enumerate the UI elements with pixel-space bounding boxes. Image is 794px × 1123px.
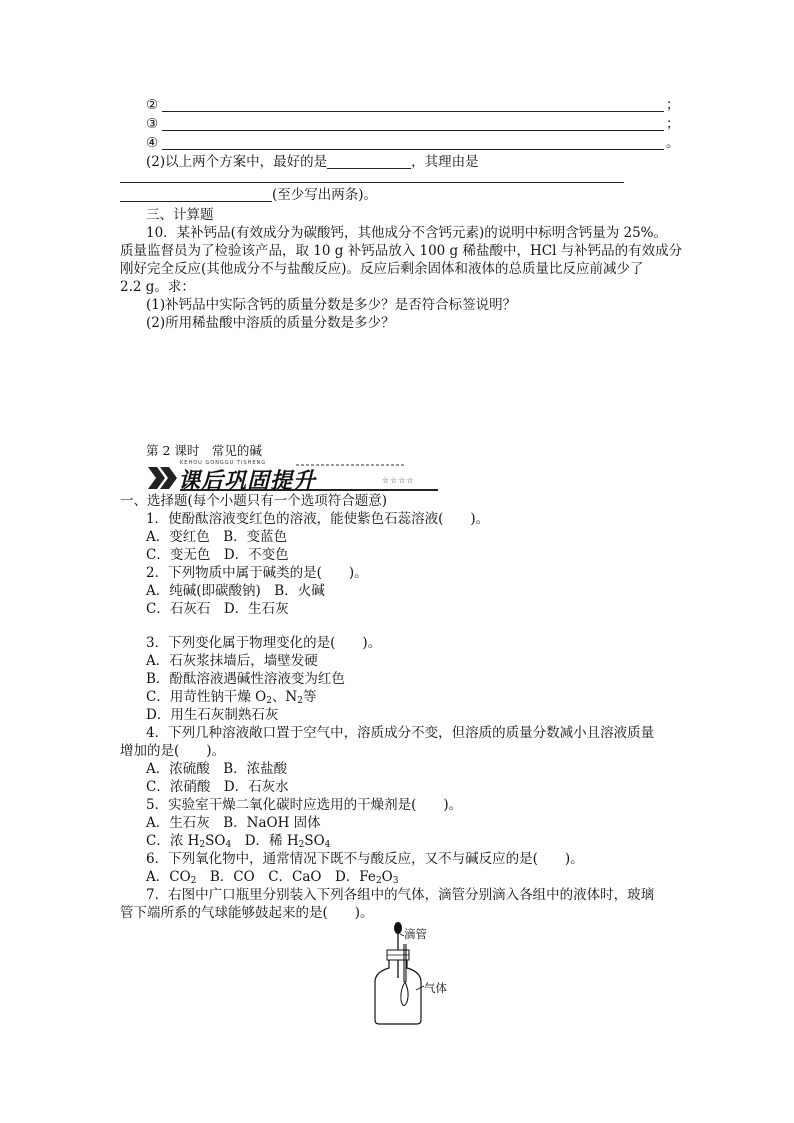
q2-options-cd: C．石灰石 D．生石灰 <box>146 601 289 617</box>
q5-c-sub1: 2 <box>199 840 206 850</box>
q3-c-sub2: 2 <box>297 696 303 706</box>
q5-d-pre: D．稀 H <box>231 833 299 849</box>
q3-c-mid: 、N <box>271 689 298 705</box>
calc-heading: 三、计算题 <box>146 207 214 223</box>
label-dropper: 滴管 <box>404 927 427 941</box>
q5-d-sub2: 4 <box>324 840 331 850</box>
q7-stem-2: 管下端所系的气球能够鼓起来的是( )。 <box>120 905 374 921</box>
q3-option-d: D．用生石灰制熟石灰 <box>146 707 279 723</box>
q6-d-sub1: 2 <box>375 876 382 886</box>
q5-c-sub2: 4 <box>225 840 232 850</box>
q4-options-ab: A．浓硫酸 B．浓盐酸 <box>146 761 288 777</box>
q10-line-1: 10．某补钙品(有效成分为碳酸钙，其他成分不含钙元素)的说明中标明含钙量为 25%。 <box>146 225 668 241</box>
banner-pinyin: KEHOU GONGGU TISHENG <box>180 460 267 466</box>
q6-d-mid: O <box>381 869 393 885</box>
label-gas: 气体 <box>424 981 447 995</box>
q4-options-cd: C．浓硝酸 D．石灰水 <box>146 779 289 795</box>
q7-stem-1: 7．右图中广口瓶里分别装入下列各组中的气体，滴管分别滴入各组中的液体时，玻璃 <box>146 887 655 903</box>
apparatus-figure <box>360 920 470 1030</box>
q3-stem: 3．下列变化属于物理变化的是( )。 <box>146 635 382 651</box>
item-2-end: ； <box>666 97 680 113</box>
q2-suffix: (至少写出两条)。 <box>272 187 378 203</box>
q4-stem-1: 4．下列几种溶液敞口置于空气中，溶质成分不变，但溶质的质量分数减小且溶液质量 <box>146 725 655 741</box>
banner-stars: ☆☆☆☆ <box>382 476 415 485</box>
q3-c-text: C．用苛性钠干燥 O <box>146 689 267 705</box>
reason-line-2[interactable] <box>120 201 272 202</box>
q6-a: A．CO <box>146 869 191 885</box>
best-plan-blank[interactable] <box>327 154 411 169</box>
q2-options-ab: A．纯碱(即碳酸钠) B．火碱 <box>146 583 325 599</box>
q6-bc: B．CO C．CaO D．Fe <box>196 869 376 885</box>
section-banner <box>146 458 440 492</box>
q6-a-sub: 2 <box>190 876 197 886</box>
answer-line-4[interactable] <box>162 149 664 150</box>
q5-options-ab: A．生石灰 B．NaOH 固体 <box>146 815 321 831</box>
answer-line-2[interactable] <box>162 111 664 112</box>
q5-d-sub1: 2 <box>298 840 305 850</box>
q10-line-2: 质量监督员为了检验该产品，取 10 g 补钙品放入 100 g 稀盐酸中，HCl 与补钙品的有效成分 <box>120 243 683 259</box>
choice-heading: 一、选择题(每个小题只有一个选项符合题意) <box>120 493 388 509</box>
item-4-marker: ④ <box>146 135 159 151</box>
answer-line-3[interactable] <box>162 130 664 131</box>
q3-option-a: A．石灰浆抹墙后，墙壁发硬 <box>146 653 318 669</box>
q6-stem: 6．下列氧化物中，通常情况下既不与酸反应，又不与碱反应的是( )。 <box>146 851 584 867</box>
lesson-title: 第 2 课时 常见的碱 <box>146 443 262 458</box>
q5-c-mid: SO <box>205 833 226 849</box>
q1-options-cd: C．变无色 D．不变色 <box>146 547 289 563</box>
q3-option-b: B．酚酞溶液遇碱性溶液变为红色 <box>146 671 345 687</box>
q10-line-4: 2.2 g。求： <box>120 279 195 295</box>
item-3-marker: ③ <box>146 116 159 132</box>
double-chevron-icon <box>148 467 177 489</box>
q1-stem: 1．使酚酞溶液变红色的溶液，能使紫色石蕊溶液( )。 <box>146 511 490 527</box>
q6-options <box>146 868 398 886</box>
q1-options-ab: A．变红色 B．变蓝色 <box>146 529 288 545</box>
q10-line-3: 刚好完全反应(其他成分不与盐酸反应)。反应后剩余固体和液体的总质量比反应前减少了 <box>120 261 644 277</box>
q6-d-sub2: 3 <box>392 876 399 886</box>
q3-c-post: 等 <box>302 689 317 705</box>
q2-mid: ，其理由是 <box>411 154 479 170</box>
q2-prefix: (2)以上两个方案中，最好的是 <box>146 154 328 170</box>
item-2-marker: ② <box>146 97 159 113</box>
reason-line-1[interactable] <box>120 182 624 183</box>
q5-c-pre: C．浓 H <box>146 833 200 849</box>
item-3-end: ； <box>666 116 680 132</box>
q4-stem-2: 增加的是( )。 <box>120 743 226 759</box>
q3-c-sub1: 2 <box>266 696 272 706</box>
q3-option-c <box>146 688 316 706</box>
q5-stem: 5．实验室干燥二氧化碳时应选用的干燥剂是( )。 <box>146 797 463 813</box>
question-2-prompt <box>146 153 479 171</box>
q5-options-cd <box>146 832 330 850</box>
q10-sub-2: (2)所用稀盐酸中溶质的质量分数是多少？ <box>146 315 395 331</box>
q10-sub-1: (1)补钙品中实际含钙的质量分数是多少？是否符合标签说明？ <box>146 297 517 313</box>
banner-title: 课后巩固提升 <box>178 469 317 494</box>
q5-d-mid: SO <box>304 833 325 849</box>
item-4-end: 。 <box>666 135 680 151</box>
q2-stem: 2．下列物质中属于碱类的是( )。 <box>146 565 368 581</box>
